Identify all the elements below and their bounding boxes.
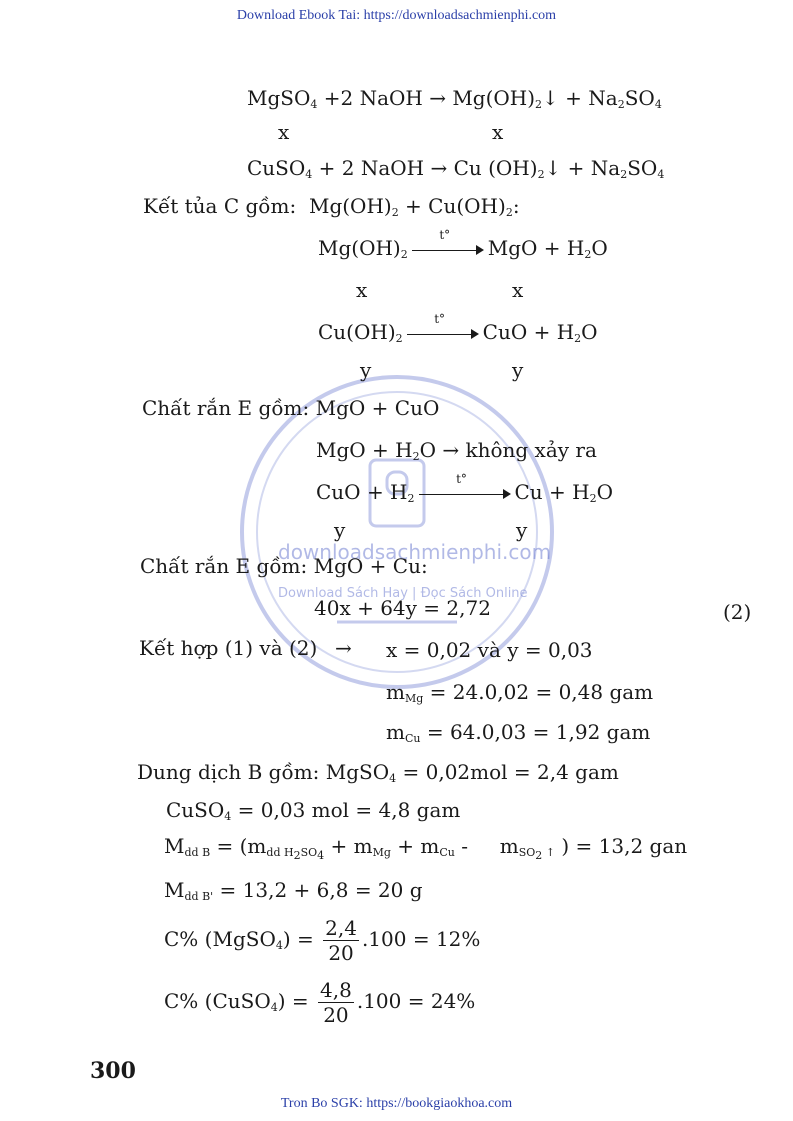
mass-cu-value: = 64.0,03 = 1,92 gam (426, 720, 651, 744)
heat-arrow (407, 311, 479, 344)
reaction-mgo-h2o: MgO + $H_2O$ → không xảy ra (316, 438, 597, 463)
mole-y-2: y (512, 358, 524, 382)
watermark-tagline: Download Sách Hay | Đọc Sách Online (278, 586, 528, 601)
mass-solution-b2-value: = 13,2 + 6,8 = 20 g (219, 878, 423, 902)
page-number: 300 (90, 1058, 136, 1084)
mass-solution-b-value: ) = 13,2 gan (561, 834, 688, 858)
result-xy: x = 0,02 và y = 0,03 (386, 638, 593, 662)
mole-y-1: y (360, 358, 372, 382)
mass-solution-b: $M_{dd B} = (m_{dd H_2SO_4} + m_{Mg} + m_{Cu}$ - $m_{SO_2 ↑}$ ) = 13,2 gan (164, 834, 688, 862)
precipitate-line: Kết tủa C gồm: $Mg(OH)_2 + Cu(OH)_2$: (143, 194, 520, 219)
fraction-numerator: 2,4 (325, 916, 357, 940)
heat-label: t° (456, 471, 467, 486)
concentration-mgso4-value: .100 = 12% (361, 927, 481, 951)
reaction-mgso4-naoh: MgSO$_4$ +2 NaOH → $Mg(OH)_2↓ + Na_2SO_4$ (247, 86, 662, 111)
fraction-denominator: 20 (328, 941, 354, 965)
mole-y-4: y (516, 518, 528, 542)
cuso4-line: CuSO$_4$ = 0,03 mol = 4,8 gam (166, 798, 461, 823)
fraction-mgso4 (323, 916, 359, 965)
implies-arrow-icon: → (335, 636, 352, 660)
solution-b-value: = 0,02mol = 2,4 gam (402, 760, 619, 784)
solid-e-line-2: Chất rắn E gồm: MgO + Cu: (140, 554, 428, 578)
combine-label: Kết hợp (1) và (2) (139, 636, 318, 660)
concentration-cuso4-value: .100 = 24% (356, 989, 476, 1013)
mass-solution-b2: $M_{dd B'} = 13,2 + 6,8 = 20$ g (164, 878, 423, 903)
fraction-denominator: 20 (323, 1003, 349, 1027)
equation-number-2: (2) (723, 600, 752, 624)
mass-mg: $m_{Mg} = 24.0,02 = 0,48$ gam (386, 680, 654, 705)
header-link[interactable]: Download Ebook Tai: https://downloadsachmienphi.com (236, 8, 557, 23)
fraction-numerator: 4,8 (320, 978, 352, 1002)
mass-cu: $m_{Cu} = 64.0,03 = 1,92$ gam (386, 720, 651, 745)
reaction-cuo-h2: CuO + $H_2$ t° $Cu + H_2O$ (316, 471, 614, 505)
solid-e-line-1: Chất rắn E gồm: MgO + CuO (142, 396, 440, 420)
mass-mg-value: = 24.0,02 = 0,48 gam (429, 680, 654, 704)
cuso4-value: = 0,03 mol = 4,8 gam (237, 798, 461, 822)
concentration-mgso4: C% (MgSO$_4$) = $\frac{2,4}{20}$ .100 = 12% (164, 916, 481, 965)
mole-x-4: x (512, 278, 524, 302)
fraction-cuso4 (318, 978, 354, 1027)
reaction-cuso4-naoh: CuSO$_4$ + 2 NaOH → Cu $(OH)_2↓ + Na_2SO_4$ (247, 156, 665, 181)
reaction-cuoh2-heat: $Cu(OH)_2$ t° CuO + $H_2O$ (318, 311, 598, 345)
solution-b-label: Dung dịch B gồm: MgSO (137, 760, 390, 784)
heat-label: t° (439, 227, 451, 242)
heat-arrow (419, 471, 511, 504)
equation-2: 40x + 64y = 2,72 (314, 596, 491, 620)
mole-x-1: x (278, 120, 290, 144)
watermark-site: downloadsachmienphi.com (278, 540, 552, 564)
heat-arrow (412, 227, 484, 260)
footer-link[interactable]: Tron Bo SGK: https://bookgiaokhoa.com (280, 1096, 513, 1111)
mole-y-3: y (334, 518, 346, 542)
no-reaction-text: không xảy ra (465, 438, 597, 462)
mole-x-3: x (356, 278, 368, 302)
reaction-mgoh2-heat: $Mg(OH)_2$ t° MgO + $H_2O$ (318, 227, 608, 261)
solution-b-line: Dung dịch B gồm: MgSO$_4$ = 0,02mol = 2,4 gam (137, 760, 619, 785)
mole-x-2: x (492, 120, 504, 144)
precipitate-label: Kết tủa C gồm: (143, 194, 297, 218)
heat-label: t° (434, 311, 446, 326)
concentration-cuso4: C% (CuSO$_4$) = $\frac{4,8}{20}$ .100 = 24% (164, 978, 476, 1027)
